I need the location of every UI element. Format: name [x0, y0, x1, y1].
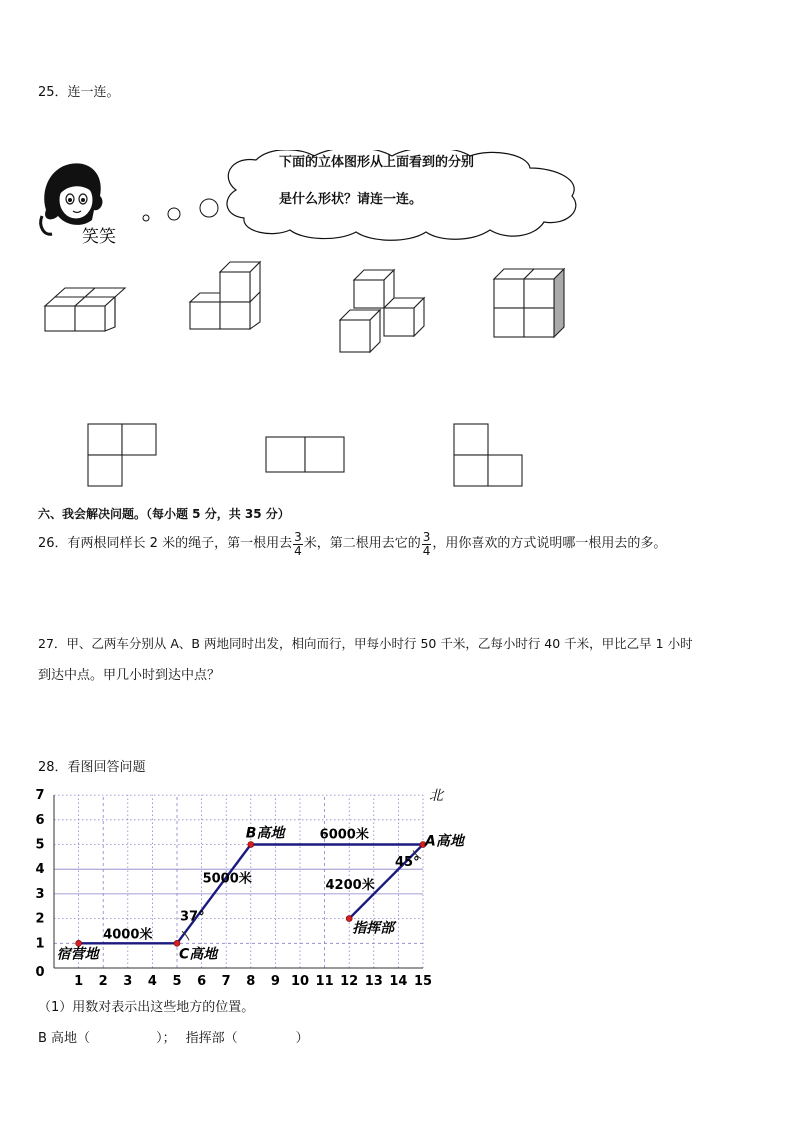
answer-b-label: B 高地（: [38, 1031, 91, 1046]
location-label: A高地: [425, 833, 464, 850]
q26-part2: 米，第二根用去它的: [303, 536, 421, 551]
location-label: B高地: [245, 825, 285, 842]
q26-frac1-den: 4: [294, 543, 302, 558]
x-tick-label: 14: [389, 974, 408, 989]
section6-title: 六、我会解决问题。（每小题 5 分，共 35 分）: [38, 507, 290, 521]
segment-label-seg4: 4200米: [325, 878, 375, 894]
solid-figure-4: [494, 269, 564, 337]
x-tick-label: 6: [197, 974, 207, 989]
q26-fraction-2: [422, 531, 432, 558]
answer-c-close: ）: [295, 1031, 309, 1046]
solid-figure-3: [340, 270, 424, 352]
answer-b-close: ）；: [156, 1031, 176, 1046]
location-label: 指挥部: [352, 920, 395, 937]
answer-c-label: 指挥部（: [185, 1031, 238, 1046]
thought-dot-large: [200, 199, 218, 217]
y-tick-label: 4: [35, 862, 45, 878]
q27-line1: 27．甲、乙两车分别从 A、B 两地同时出发，相向而行，甲每小时行 50 千米，乙每小时行 40 千米，甲比乙早 1 小时: [38, 636, 693, 651]
bubble-text-line2: 是什么形状？请连一连。: [279, 192, 423, 207]
angle-label-c: 37°: [180, 909, 205, 925]
top-view-shape-2: [266, 437, 344, 472]
x-tick-label: 1: [74, 974, 84, 989]
y-tick-label: 1: [35, 936, 45, 952]
x-tick-label: 11: [315, 974, 334, 989]
x-tick-label: 0: [35, 965, 45, 980]
x-tick-label: 4: [147, 974, 157, 989]
solid-figure-2: [190, 262, 260, 329]
bubble-text-line1: 下面的立体图形从上面看到的分别: [279, 155, 475, 170]
angle-label-a: 45°: [395, 855, 420, 871]
location-point: [248, 842, 254, 848]
x-tick-label: 3: [123, 974, 133, 989]
thought-dot-medium: [168, 208, 180, 220]
north-label: 北: [429, 788, 443, 805]
segment-label-seg1: 4000米: [103, 927, 153, 943]
x-tick-label: 12: [340, 974, 359, 989]
top-view-shapes: [80, 418, 540, 490]
location-label: C高地: [179, 946, 218, 963]
y-tick-label: 3: [35, 886, 45, 902]
q28-sub1: （1）用数对表示出这些地方的位置。: [38, 1000, 255, 1015]
solid-figure-1: [45, 288, 125, 331]
segment-label-seg2: 5000米: [202, 871, 252, 887]
x-tick-label: 2: [98, 974, 108, 989]
q26-frac2-num: 3: [422, 529, 431, 544]
y-tick-label: 2: [35, 911, 45, 927]
girl-icon: [41, 163, 103, 234]
segment-label-seg3: 6000米: [319, 827, 369, 843]
q26-text: [38, 527, 666, 561]
solid-figures: [38, 255, 578, 365]
x-tick-label: 7: [221, 974, 231, 989]
q26-part3: ，用你喜欢的方式说明哪一根用去的多。: [432, 536, 667, 551]
q26-frac2-den: 4: [422, 543, 431, 558]
girl-name-label: 笑笑: [82, 227, 116, 247]
y-tick-label: 7: [35, 788, 45, 804]
coordinate-grid-chart: [30, 780, 480, 995]
q26-fraction-1: [293, 531, 303, 558]
top-view-shape-3: [454, 424, 522, 486]
q28-title: 28．看图回答问题: [38, 760, 146, 775]
x-tick-label: 15: [413, 974, 433, 989]
x-tick-label: 8: [246, 974, 256, 989]
y-tick-label: 5: [35, 837, 45, 853]
q25-title: 25．连一连。: [38, 85, 120, 100]
location-label: 宿营地: [56, 946, 99, 963]
q26-frac1-num: 3: [294, 529, 302, 544]
q28-answer-line: [38, 1030, 309, 1048]
x-tick-label: 9: [270, 974, 280, 989]
top-view-shape-1: [88, 424, 156, 486]
q26-part1: 26．有两根同样长 2 米的绳子，第一根用去: [38, 536, 293, 551]
x-tick-label: 10: [290, 974, 310, 989]
x-tick-label: 13: [364, 974, 383, 989]
thought-dot-small: [143, 215, 149, 221]
y-tick-label: 6: [35, 812, 45, 828]
q27-line2: 到达中点。甲几小时到达中点？: [38, 668, 221, 683]
x-tick-label: 5: [172, 974, 182, 989]
